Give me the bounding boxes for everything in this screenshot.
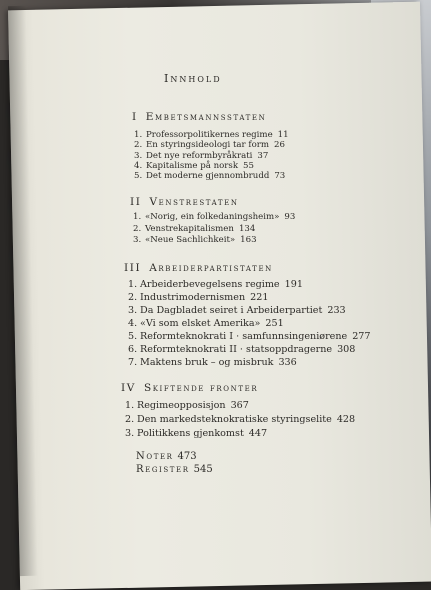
section-numeral: I xyxy=(132,111,138,123)
entry-page: 336 xyxy=(278,357,297,368)
entry-page: 37 xyxy=(257,151,269,161)
section-heading-4 xyxy=(121,382,258,394)
toc-entry: 3. Politikkens gjenkomst 447 xyxy=(125,428,268,439)
entry-page: 308 xyxy=(337,344,356,355)
toc-entry-notes: Noter 473 xyxy=(136,451,197,462)
page-title: Innhold xyxy=(164,72,222,85)
entry-page: 55 xyxy=(243,161,254,171)
toc-entry: 4. Kapitalisme på norsk 55 xyxy=(134,161,254,171)
toc-entry: 2. Venstrekapitalismen 134 xyxy=(133,224,256,234)
entry-page: 191 xyxy=(284,279,303,290)
toc-entry: 1. Regimeopposisjon 367 xyxy=(125,400,249,411)
toc-entry: 5. Reformteknokrati I · samfunnsingeniørene 277 xyxy=(128,331,371,342)
entry-page: 221 xyxy=(250,292,269,303)
section-numeral: IV xyxy=(121,382,136,394)
toc-entry: 5. Det moderne gjennombrudd 73 xyxy=(134,171,286,181)
entry-title: Den markedsteknokratiske styringselite xyxy=(137,414,332,425)
toc-entry: 1. Arbeiderbevegelsens regime 191 xyxy=(128,279,303,290)
entry-title: Kapitalisme på norsk xyxy=(146,161,239,171)
entry-title: Reformteknokrati I · samfunnsingeniørene xyxy=(140,331,348,342)
section-heading-3 xyxy=(124,262,273,274)
toc-entry: 3. Det nye reformbyråkrati 37 xyxy=(134,151,269,161)
entry-page: 277 xyxy=(352,331,371,342)
entry-title: Professorpolitikernes regime xyxy=(146,130,273,140)
entry-page: 428 xyxy=(336,414,356,425)
section-title: Venstrestaten xyxy=(149,196,239,208)
entry-page: 73 xyxy=(274,171,286,181)
entry-page: 233 xyxy=(327,305,346,316)
entry-title: «Norig, ein folkedaningsheim» xyxy=(145,212,280,222)
entry-page: 447 xyxy=(248,428,268,439)
entry-title: Maktens bruk – og misbruk xyxy=(140,357,274,368)
entry-page: 163 xyxy=(240,235,257,245)
section-numeral: II xyxy=(130,196,142,208)
section-heading-2 xyxy=(130,196,239,208)
toc-entry: 6. Reformteknokrati II · statsoppdragerne 308 xyxy=(128,344,356,355)
toc-entry-register: Register 545 xyxy=(136,464,213,475)
entry-page: 93 xyxy=(284,212,296,222)
entry-title: Regimeopposisjon xyxy=(137,400,226,411)
entry-page: 11 xyxy=(277,130,289,140)
entry-page: 134 xyxy=(238,224,256,234)
toc-entry: 1. Professorpolitikernes regime 11 xyxy=(134,130,289,140)
toc-entry: 2. Den markedsteknokratiske styringselite 428 xyxy=(125,414,356,425)
entry-title: Det moderne gjennombrudd xyxy=(146,171,270,181)
toc-entry: 3. «Neue Sachlichkeit» 163 xyxy=(133,235,257,245)
section-title: Arbeiderpartistaten xyxy=(149,262,273,274)
entry-title: En styringsideologi tar form xyxy=(146,140,270,150)
entry-title: Arbeiderbevegelsens regime xyxy=(140,279,280,290)
toc-entry: 7. Maktens bruk – og misbruk 336 xyxy=(128,357,297,368)
entry-page: 367 xyxy=(230,400,249,411)
entry-title: «Neue Sachlichkeit» xyxy=(145,235,236,245)
entry-page: 26 xyxy=(274,140,285,150)
entry-title: Da Dagbladet seiret i Arbeiderpartiet xyxy=(140,305,323,316)
entry-title: Venstrekapitalismen xyxy=(145,224,234,234)
entry-title: Det nye reformbyråkrati xyxy=(146,151,253,161)
toc-entry: 2. Industrimodernismen 221 xyxy=(128,292,269,303)
entry-title: Politikkens gjenkomst xyxy=(137,428,244,439)
entry-page: 251 xyxy=(265,318,284,329)
toc-entry: 4. «Vi som elsket Amerika» 251 xyxy=(128,318,284,329)
toc-entry: 2. En styringsideologi tar form 26 xyxy=(134,140,285,150)
toc-entry: 1. «Norig, ein folkedaningsheim» 93 xyxy=(133,212,296,222)
entry-title: «Vi som elsket Amerika» xyxy=(140,318,261,329)
entry-title: Industrimodernismen xyxy=(140,292,246,303)
section-heading-1 xyxy=(132,111,266,123)
section-title: Embetsmannsstaten xyxy=(145,111,267,123)
section-title: Skiftende fronter xyxy=(143,382,259,394)
section-numeral: III xyxy=(124,262,142,274)
toc-entry: 3. Da Dagbladet seiret i Arbeiderpartiet 233 xyxy=(128,305,346,316)
entry-title: Reformteknokrati II · statsoppdragerne xyxy=(140,344,333,355)
